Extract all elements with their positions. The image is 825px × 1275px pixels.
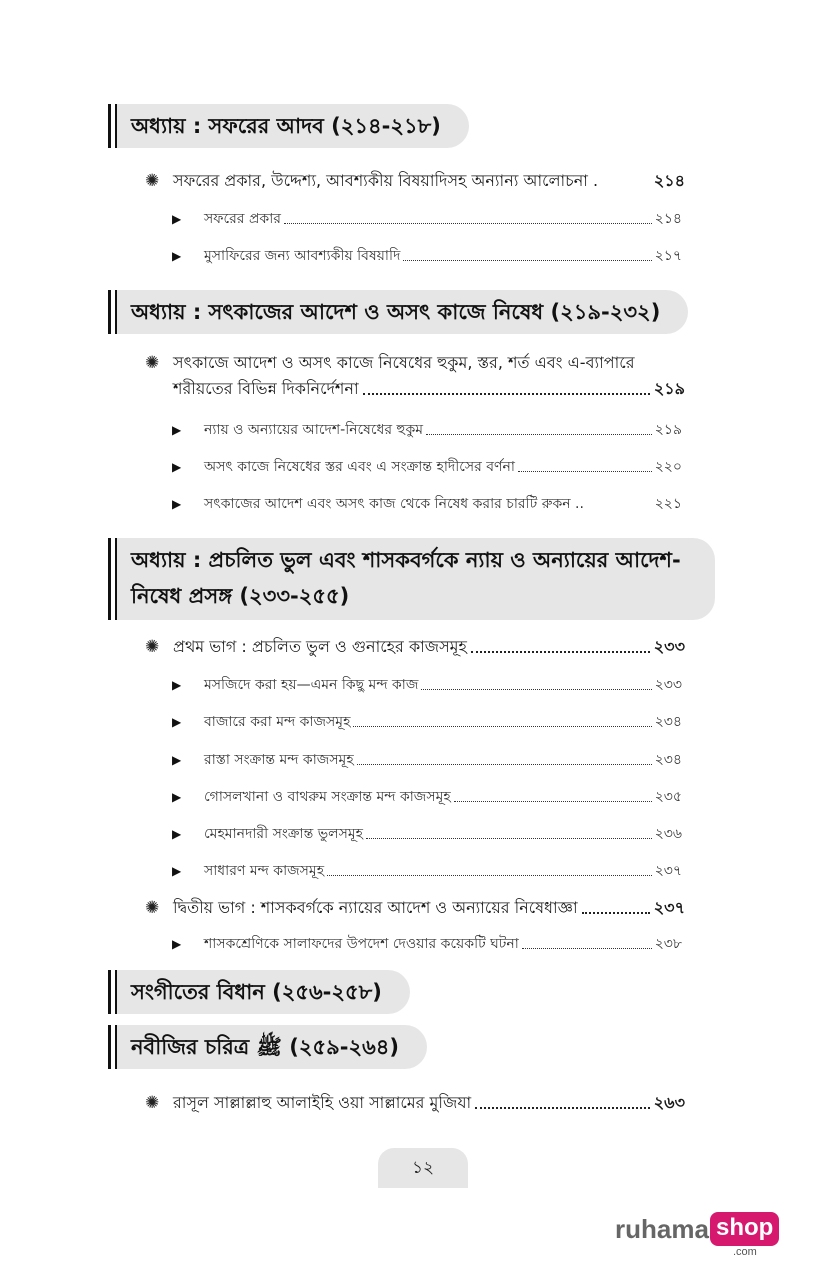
- entry-page: ২১৪: [653, 171, 685, 190]
- entry-page: ২১৯: [653, 379, 685, 398]
- toc-subentry[interactable]: [172, 749, 682, 771]
- toc-subentry[interactable]: [172, 786, 682, 808]
- decorative-star-icon: ✺: [145, 637, 160, 657]
- subentry-title: রাস্তা সংক্রান্ত মন্দ কাজসমূহ: [204, 752, 354, 768]
- chapter-title: অধ্যায় : প্রচলিত ভুল এবং শাসকবর্গকে ন্যায় ও অন্যায়ের আদেশ-নিষেধ প্রসঙ্গ (২৩৩-২৫৫): [115, 538, 715, 620]
- ruhamashop-logo: [615, 1212, 780, 1262]
- triangle-bullet-icon: ▶: [172, 864, 182, 878]
- triangle-bullet-icon: ▶: [172, 753, 182, 767]
- page-number: ১২: [378, 1148, 468, 1188]
- toc-entry[interactable]: [145, 895, 685, 921]
- decorative-star-icon: ✺: [145, 898, 160, 918]
- chapter-heading: [108, 290, 688, 334]
- subentry-title: মসজিদে করা হয়—এমন কিছু মন্দ কাজ: [204, 677, 419, 693]
- subentry-page: ২৩৭: [654, 863, 682, 879]
- subentry-title: মেহমানদারী সংক্রান্ত ভুলসমূহ: [204, 826, 363, 842]
- dot-leader: [454, 786, 652, 802]
- dot-leader: [426, 419, 652, 435]
- toc-subentry[interactable]: [172, 419, 682, 441]
- subentry-title: সফরের প্রকার: [204, 211, 281, 227]
- dot-leader: [403, 245, 651, 261]
- toc-entry[interactable]: [145, 634, 685, 660]
- chapter-heading: [108, 970, 410, 1014]
- subentry-title: মুসাফিরের জন্য আবশ্যকীয় বিষয়াদি: [204, 248, 401, 264]
- toc-subentry[interactable]: [172, 245, 682, 267]
- toc-subentry[interactable]: [172, 933, 682, 955]
- entry-title-line2: শরীয়তের বিভিন্ন দিকনির্দেশনা: [173, 379, 359, 398]
- triangle-bullet-icon: ▶: [172, 715, 182, 729]
- entry-title: প্রথম ভাগ : প্রচলিত ভুল ও গুনাহের কাজসমূহ: [173, 637, 467, 656]
- decorative-star-icon: ✺: [145, 353, 160, 373]
- subentry-page: ২৩৪: [654, 714, 682, 730]
- triangle-bullet-icon: ▶: [172, 937, 182, 951]
- triangle-bullet-icon: ▶: [172, 678, 182, 692]
- entry-page: ২৬৩: [653, 1093, 685, 1112]
- dot-leader: [600, 168, 652, 194]
- chapter-title: অধ্যায় : সৎকাজের আদেশ ও অসৎ কাজে নিষেধ (২১৯-২৩২): [115, 290, 688, 334]
- toc-subentry[interactable]: [172, 823, 682, 845]
- subentry-title: সৎকাজের আদেশ এবং অসৎ কাজ থেকে নিষেধ করার চারটি রুকন ..: [204, 496, 584, 512]
- subentry-page: ২২০: [654, 459, 682, 475]
- dot-leader: [363, 376, 650, 395]
- dot-leader: [522, 933, 652, 949]
- subentry-page: ২২১: [654, 496, 682, 512]
- subentry-page: ২১৯: [654, 422, 682, 438]
- dot-leader: [421, 674, 651, 690]
- decorative-star-icon: ✺: [145, 171, 160, 191]
- chapter-heading: [108, 538, 715, 620]
- triangle-bullet-icon: ▶: [172, 460, 182, 474]
- dot-leader: [284, 208, 652, 224]
- dot-leader: [582, 895, 650, 914]
- chapter-title: অধ্যায় : সফরের আদব (২১৪-২১৮): [115, 104, 469, 148]
- entry-title-line1: সৎকাজে আদেশ ও অসৎ কাজে নিষেধের হুকুম, স্তর, শর্ত এবং এ-ব্যাপারে: [173, 353, 635, 372]
- dot-leader: [327, 860, 652, 876]
- toc-subentry[interactable]: [172, 711, 682, 733]
- dot-leader: [475, 1090, 650, 1109]
- toc-subentry[interactable]: [172, 493, 682, 515]
- dot-leader: [518, 456, 652, 472]
- subentry-title: ন্যায় ও অন্যায়ের আদেশ-নিষেধের হুকুম: [204, 422, 424, 438]
- dot-leader: [471, 634, 650, 653]
- subentry-page: ২৩৪: [654, 752, 682, 768]
- toc-subentry[interactable]: [172, 208, 682, 230]
- toc-subentry[interactable]: [172, 860, 682, 882]
- subentry-page: ২৩৬: [654, 826, 682, 842]
- toc-subentry[interactable]: [172, 456, 682, 478]
- subentry-page: ২৩৫: [654, 789, 682, 805]
- toc-entry[interactable]: [145, 350, 685, 402]
- chapter-title: সংগীতের বিধান (২৫৬-২৫৮): [115, 970, 410, 1014]
- subentry-title: সাধারণ মন্দ কাজসমূহ: [204, 863, 325, 879]
- triangle-bullet-icon: ▶: [172, 827, 182, 841]
- triangle-bullet-icon: ▶: [172, 212, 182, 226]
- toc-subentry[interactable]: [172, 674, 682, 696]
- triangle-bullet-icon: ▶: [172, 423, 182, 437]
- toc-entry[interactable]: [145, 168, 685, 194]
- dot-leader: [353, 711, 651, 727]
- triangle-bullet-icon: ▶: [172, 790, 182, 804]
- chapter-title: নবীজির চরিত্র ﷺ (২৫৯-২৬৪): [115, 1025, 427, 1069]
- dot-leader: [366, 823, 652, 839]
- subentry-page: ২৩৮: [654, 936, 682, 952]
- subentry-title: শাসকশ্রেণিকে সালাফদের উপদেশ দেওয়ার কয়েকটি ঘটনা: [204, 936, 519, 952]
- logo-text: ruhama: [615, 1214, 709, 1244]
- subentry-title: অসৎ কাজে নিষেধের স্তর এবং এ সংক্রান্ত হাদীসের বর্ণনা: [204, 459, 515, 475]
- dot-leader: [357, 749, 652, 765]
- entry-title: দ্বিতীয় ভাগ : শাসকবর্গকে ন্যায়ের আদেশ ও অন্যায়ের নিষেধাজ্ঞা: [173, 898, 578, 917]
- entry-title: রাসূল সাল্লাল্লাহু আলাইহি ওয়া সাল্লামের মুজিযা: [173, 1093, 472, 1112]
- triangle-bullet-icon: ▶: [172, 249, 182, 263]
- triangle-bullet-icon: ▶: [172, 497, 182, 511]
- subentry-page: ২১৭: [654, 248, 682, 264]
- entry-page: ২৩৩: [653, 637, 685, 656]
- subentry-page: ২১৪: [654, 211, 682, 227]
- subentry-title: গোসলখানা ও বাথরুম সংক্রান্ত মন্দ কাজসমূহ: [204, 789, 451, 805]
- subentry-page: ২৩৩: [654, 677, 682, 693]
- chapter-heading: [108, 1025, 427, 1069]
- entry-page: ২৩৭: [653, 898, 685, 917]
- entry-title: সফরের প্রকার, উদ্দেশ্য, আবশ্যকীয় বিষয়াদিসহ অন্যান্য আলোচনা .: [173, 171, 599, 190]
- subentry-title: বাজারে করা মন্দ কাজসমূহ: [204, 714, 351, 730]
- toc-entry[interactable]: [145, 1090, 685, 1116]
- decorative-star-icon: ✺: [145, 1093, 160, 1113]
- logo-badge: shop: [710, 1212, 779, 1246]
- logo-suffix: .com: [733, 1246, 757, 1258]
- chapter-heading: [108, 104, 469, 148]
- dot-leader: [587, 493, 652, 509]
